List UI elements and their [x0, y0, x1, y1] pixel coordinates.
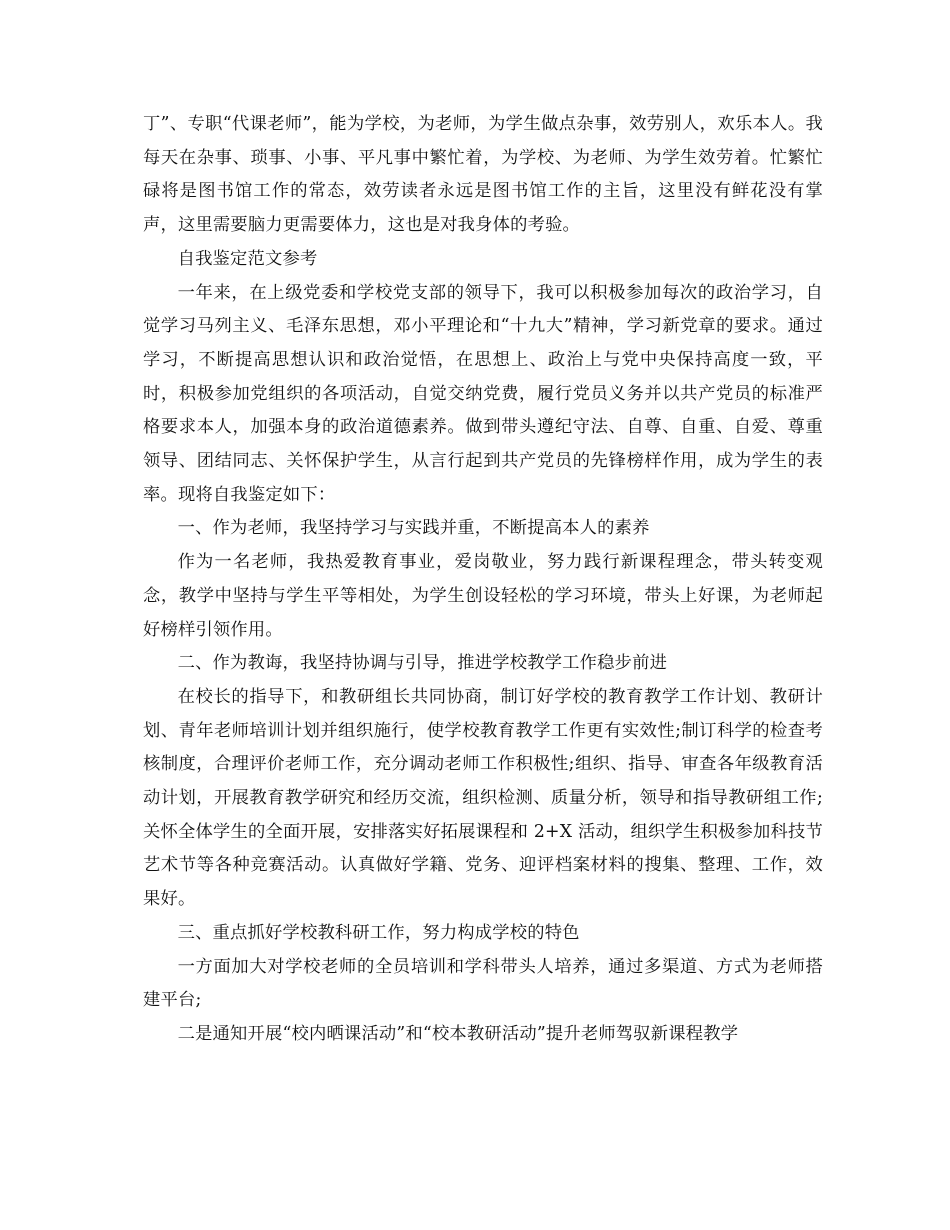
paragraph-continuation: 丁”、专职“代课老师”，能为学校，为老师，为学生做点杂事，效劳别人，欢乐本人。我每天在杂事、琐事、小事、平凡事中繁忙着，为学校、为老师、为学生效劳着。忙繁忙碌将是图书馆工作的常态，效劳读者永远是图书馆工作的主旨，这里没有鲜花没有掌声，这里需要脑力更需要体力，这也是对我身体的考验。 — [143, 114, 823, 236]
section-title: 自我鉴定范文参考 — [177, 248, 318, 269]
heading-three: 三、重点抓好学校教科研工作，努力构成学校的特色 — [177, 922, 580, 943]
heading-one: 一、作为老师，我坚持学习与实践并重，不断提高本人的素养 — [177, 518, 650, 539]
paragraph-teacher: 作为一名老师，我热爱教育事业，爱岗敬业，努力践行新课程理念，带头转变观念，教学中坚持与学生平等相处，为学生创设轻松的学习环境，带头上好课，为老师起好榜样引领作用。 — [143, 552, 823, 640]
paragraph-training: 一方面加大对学校老师的全员培训和学科带头人培养，通过多渠道、方式为老师搭建平台; — [143, 956, 823, 1011]
paragraph-guidance: 在校长的指导下，和教研组长共同协商，制订好学校的教育教学工作计划、教研计划、青年老师培训计划并组织施行，使学校教育教学工作更有实效性;制订科学的检查考核制度，合理评价老师工作，充分调动老师工作积极性;组织、指导、审查各年级教育活动计划，开展教育教学研究和经历交流，组织检测、质量分析，领导和指导教研组工作;关怀全体学生的全面开展，安排落实好拓展课程和 2+X 活动，组织学生积极参加科技节艺术节等各种竞赛活动。认真做好学籍、党务、迎评档案材料的搜集、整理、工作，效果好。 — [143, 686, 823, 910]
paragraph-activities: 二是通知开展“校内晒课活动”和“校本教研活动”提升老师驾驭新课程教学 — [177, 1023, 739, 1044]
document-body — [143, 108, 823, 1052]
heading-two: 二、作为教诲，我坚持协调与引导，推进学校教学工作稳步前进 — [177, 653, 668, 674]
paragraph-intro: 一年来，在上级党委和学校党支部的领导下，我可以积极参加每次的政治学习，自觉学习马列主义、毛泽东思想，邓小平理论和“十九大”精神，学习新党章的要求。通过学习，不断提高思想认识和政治觉悟，在思想上、政治上与党中央保持高度一致，平时，积极参加党组织的各项活动，自觉交纳党费，履行党员义务并以共产党员的标准严格要求本人，加强本身的政治道德素养。做到带头遵纪守法、自尊、自重、自爱、尊重领导、团结同志、关怀保护学生，从言行起到共产党员的先锋榜样作用，成为学生的表率。现将自我鉴定如下： — [143, 282, 823, 505]
